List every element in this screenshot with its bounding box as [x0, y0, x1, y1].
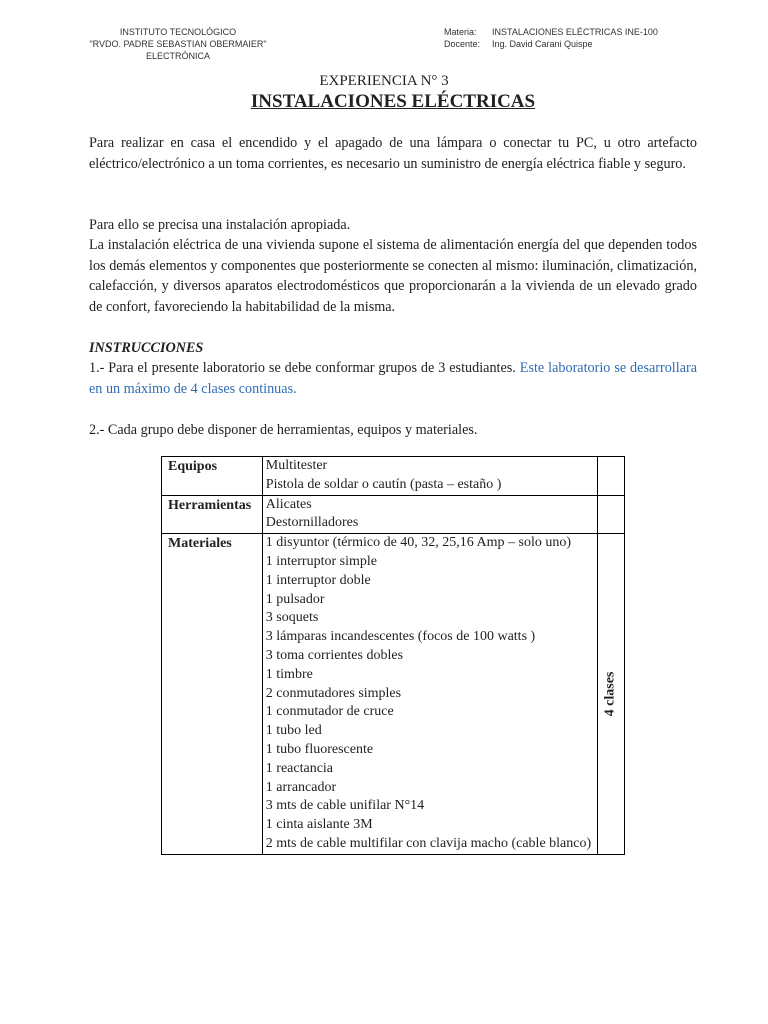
- materia-label: Materia:: [444, 27, 477, 37]
- list-item: 1 interruptor doble: [265, 572, 371, 588]
- list-item: 1 conmutador de cruce: [265, 704, 394, 720]
- list-item: 3 soquets: [265, 610, 319, 626]
- experience-number: EXPERIENCIA N° 3: [319, 73, 449, 89]
- installation-sentence: Para ello se precisa una instalación apropiada.: [89, 217, 351, 233]
- materia-row: [444, 26, 658, 38]
- list-item: Pistola de soldar o cautín (pasta – estaño ): [265, 476, 502, 492]
- instruction-item-1-text: 1.- Para el presente laboratorio se debe conformar grupos de 3 estudiantes.: [89, 360, 516, 376]
- list-item: 1 reactancia: [265, 760, 334, 776]
- materials-table: [161, 456, 625, 855]
- list-item: Alicates: [265, 496, 312, 512]
- duration-wrap: [598, 534, 624, 854]
- side-cell: [597, 534, 624, 855]
- list-item: 1 tubo led: [265, 723, 322, 739]
- table-row: [162, 495, 625, 534]
- list-item: 2 mts de cable multifilar con clavija macho (cable blanco): [265, 835, 592, 851]
- duration-label: 4 clases: [602, 671, 618, 717]
- materia-value: INSTALACIONES ELÉCTRICAS INE-100: [492, 27, 658, 37]
- docente-value: Ing. David Carani Quispe: [492, 39, 593, 49]
- category-cell: Materiales: [162, 534, 263, 855]
- list-item: 1 timbre: [265, 666, 313, 682]
- side-cell: [597, 457, 624, 496]
- instructions-heading: INSTRUCCIONES: [89, 340, 204, 356]
- instruction-item-1-highlight: Este laboratorio se desarrollara en un máximo de 4 clases continuas.: [89, 360, 698, 397]
- docente-row: [444, 38, 658, 50]
- list-item: Destornilladores: [265, 515, 359, 531]
- items-cell: [262, 495, 597, 534]
- materials-table-body: [162, 457, 625, 855]
- category-cell: Equipos: [162, 457, 263, 496]
- list-item: 1 interruptor simple: [265, 553, 377, 569]
- institution-line-2: "RVDO. PADRE SEBASTIAN OBERMAIER": [89, 39, 267, 49]
- page-title: INSTALACIONES ELÉCTRICAS: [250, 91, 536, 112]
- course-header: [444, 26, 658, 50]
- institution-line-1: INSTITUTO TECNOLÓGICO: [119, 27, 237, 37]
- list-item: 1 pulsador: [265, 591, 325, 607]
- instruction-item-1: [89, 358, 697, 399]
- list-item: 1 arrancador: [265, 779, 337, 795]
- institution-header: [88, 26, 268, 62]
- list-item: Multitester: [265, 458, 328, 473]
- items-cell: [262, 534, 597, 855]
- items-cell: [262, 457, 597, 496]
- table-row: [162, 457, 625, 496]
- table-row: [162, 534, 625, 855]
- category-cell: Herramientas: [162, 495, 263, 534]
- installation-paragraph: La instalación eléctrica de una vivienda supone el sistema de alimentación energía del que dependen todos los demás elementos y componentes que posteriormente se conecten al mismo: iluminación, climatización, calefacción, y diversos aparatos electrodomésticos que proporcionarán a la vivienda de un elevado grado de confort, favoreciendo la habitabilidad de la misma.: [89, 237, 697, 315]
- list-item: 3 mts de cable unifilar N°14: [265, 798, 425, 814]
- instruction-item-2: 2.- Cada grupo debe disponer de herramientas, equipos y materiales.: [89, 422, 478, 438]
- list-item: 2 conmutadores simples: [265, 685, 402, 701]
- docente-label: Docente:: [444, 39, 481, 49]
- list-item: 1 cinta aislante 3M: [265, 817, 373, 833]
- side-cell: [597, 495, 624, 534]
- intro-paragraph: Para realizar en casa el encendido y el apagado de una lámpara o conectar tu PC, u otro artefacto eléctrico/electrónico a un toma corrientes, es necesario un suministro de energía eléctrica fiable y seguro.: [89, 135, 697, 172]
- list-item: 1 disyuntor (térmico de 40, 32, 25,16 Amp – solo uno): [265, 535, 572, 551]
- list-item: 3 toma corrientes dobles: [265, 647, 404, 663]
- list-item: 3 lámparas incandescentes (focos de 100 watts ): [265, 629, 536, 645]
- institution-line-3: ELECTRÓNICA: [145, 51, 210, 61]
- list-item: 1 tubo fluorescente: [265, 741, 374, 757]
